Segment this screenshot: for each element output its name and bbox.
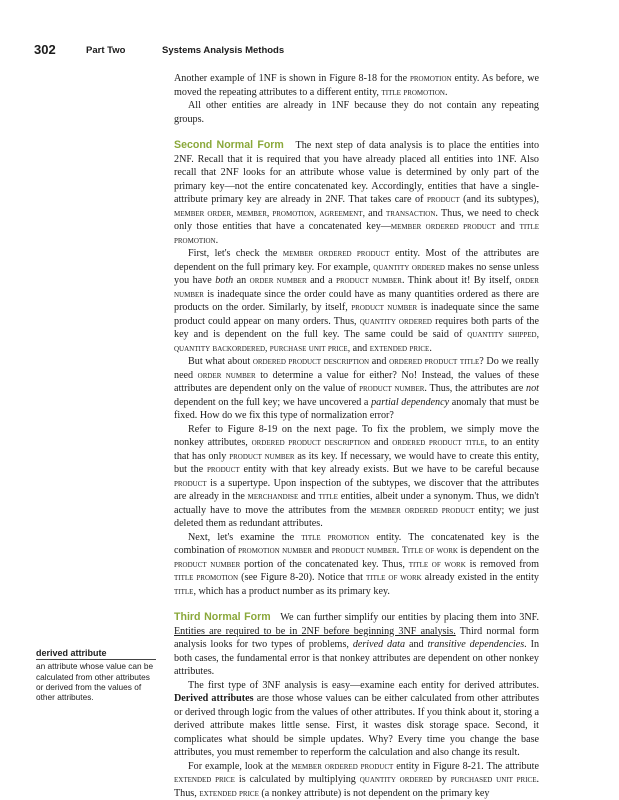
- paragraph-3nf-intro: Third Normal Form We can further simplify our entities by placing them into 3NF. Entities are required to be in 2NF before beginning 3NF analysis. Third normal form analysis looks for two types of problems, derived data and transitive dependencies. In both cases, the fundamental error is that nonkey attributes are dependent on other nonkey attributes.: [174, 611, 540, 677]
- margin-definition: [36, 648, 156, 702]
- paragraph-title-promotion: Next, let's examine the title promotion entity. The concatenated key is the combination of promotion number and product number. Title of work is dependent on the product number portion of the concatenated key. Thus, title of work is removed from title promotion (see Figure 8-20). Notice that title of work already existed in the entity title, which has a product number as its primary key.: [174, 531, 539, 597]
- main-text: [174, 72, 539, 800]
- paragraph-fix-problem: Refer to Figure 8-19 on the next page. To fix the problem, we simply move the nonkey attributes, ordered product description and ordered product title, to an entity that has only product number as its key. If necessary, we would have to create this entity, but the product entity with that key already exists. But we have to be careful because product is a supertype. Upon inspection of the subtypes, we discover that the attributes are already in the merchandise and title entities, albeit under a synonym. Thus, we didn't actually have to move the attributes from the member ordered product entity; we just deleted them as redundant attributes.: [174, 423, 540, 529]
- paragraph-derived-attributes: The first type of 3NF analysis is easy—examine each entity for derived attributes. Derived attributes are those whose values can be either calculated from other attributes or derived through logic from the values of other attributes. If you think about it, storing a derived attribute makes little sense. First, it wastes disk storage space. Second, it complicates what should be simple updates. Why? Every time you change the base attributes, you must remember to reperform the calculation and also change its result.: [174, 679, 540, 758]
- paragraph-1nf-others: All other entities are already in 1NF because they do not contain any repeating groups.: [174, 100, 539, 125]
- paragraph-partial-dependency: But what about ordered product description and ordered product title? Do we really need order number to determine a value for either? No! Instead, the values of these attributes are dependent only on the value of product number. Thus, the attributes are not dependent on the full key; we have uncovered a partial dependency anomaly that must be fixed. How do we fix this type of normalization error?: [174, 356, 539, 421]
- margin-definition-text: an attribute whose value can be calculated from other attributes or derived from the values of other attributes.: [36, 661, 154, 703]
- section-title: Systems Analysis Methods: [162, 45, 285, 56]
- page-number: 302: [34, 42, 56, 57]
- part-label: Part Two: [86, 45, 126, 56]
- third-normal-form-heading: Third Normal Form: [174, 611, 271, 623]
- paragraph-extended-price: For example, look at the member ordered product entity in Figure 8-21. The attribute extended price is calculated by multiplying quantity ordered by purchased unit price. Thus, extended price (a nonkey attribute) is not dependent on the primary key: [174, 760, 539, 799]
- paragraph-1nf-example: Another example of 1NF is shown in Figure 8-18 for the promotion entity. As before, we moved the repeating attributes to a different entity, title promotion.: [174, 73, 539, 98]
- paragraph-2nf-intro: Second Normal Form The next step of data analysis is to place the entities into 2NF. Recall that it is required that you have already placed all entities into 1NF. Also recall that 2NF looks for an attribute whose value is determined by only part of the primary key—not the entire concatenated key. Accordingly, entities that have a single-attribute primary key are already in 2NF. That takes care of product (and its subtypes), member order, member, promotion, agreement, and transaction. Thus, we need to check only those entities that have a concatenated key—member ordered product and title promotion.: [174, 139, 540, 246]
- second-normal-form-heading: Second Normal Form: [174, 139, 284, 151]
- running-header: [34, 44, 594, 60]
- paragraph-member-ordered-product: First, let's check the member ordered product entity. Most of the attributes are dependent on the full primary key. For example, quantity ordered makes no sense unless you have both an order number and a product number. Think about it! By itself, order number is inadequate since the order could have as many quantities ordered as there are products on the order. Similarly, by itself, product number is inadequate since the same product could appear on many orders. Thus, quantity ordered requires both parts of the key and is dependent on the full key. The same could be said of quantity shipped, quantity backordered, purchase unit price, and extended price.: [174, 248, 539, 354]
- margin-term: derived attribute: [36, 648, 156, 660]
